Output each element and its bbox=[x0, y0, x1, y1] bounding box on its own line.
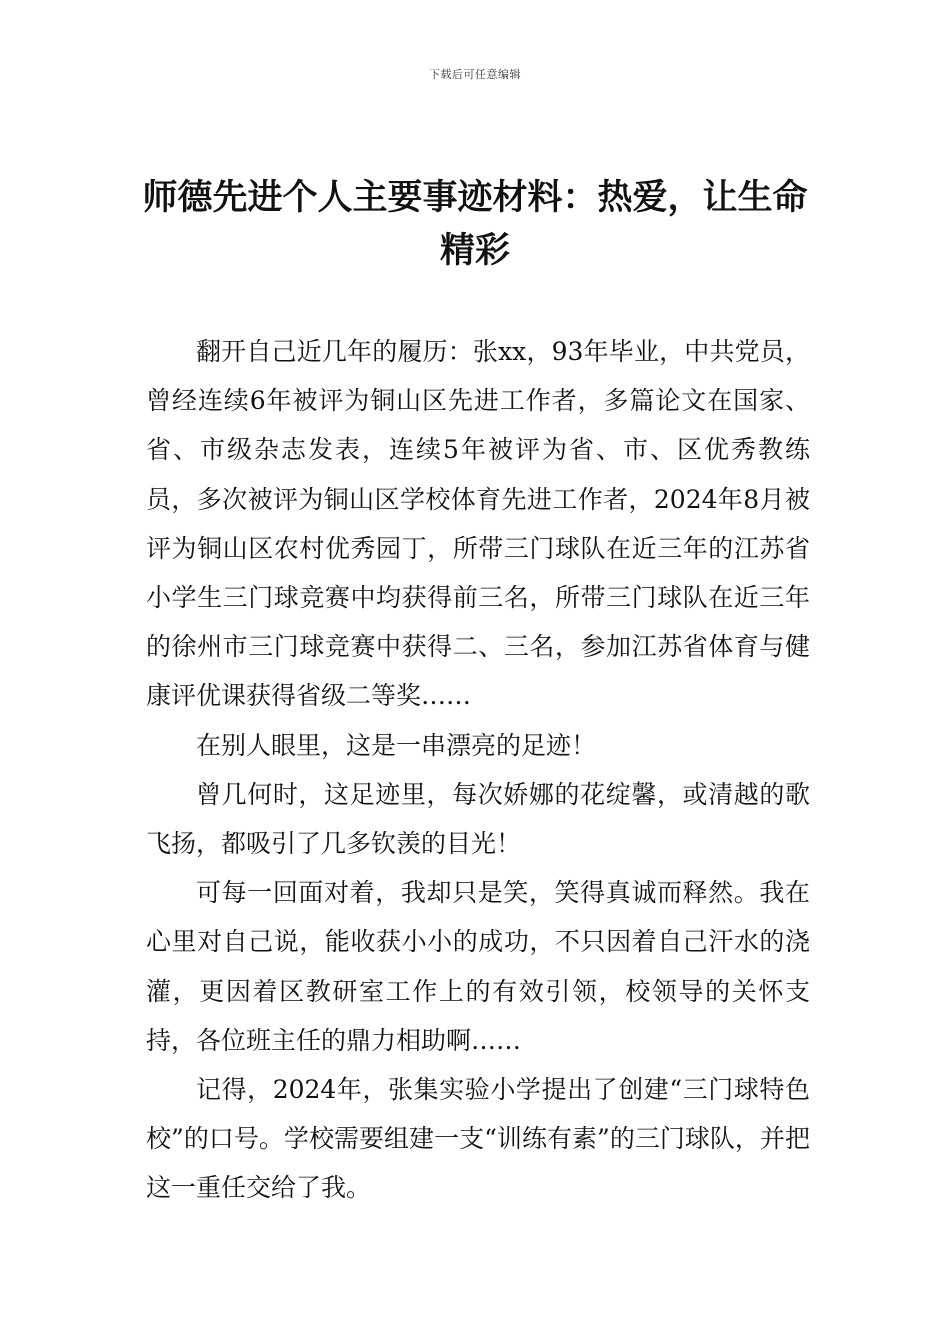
paragraph-resume: 翻开自己近几年的履历：张xx，93年毕业，中共党员，曾经连续6年被评为铜山区先进工作者，多篇论文在国家、省、市级杂志发表，连续5年被评为省、市、区优秀教练员，多次被评为铜山区学校体育先进工作者，2024年8月被评为铜山区农村优秀园丁，所带三门球队在近三年的江苏省小学生三门球竞赛中均获得前三名，所带三门球队在近三年的徐州市三门球竞赛中获得二、三名，参加江苏省体育与健康评优课获得省级二等奖…… bbox=[146, 337, 810, 711]
document-title: 师德先进个人主要事迹材料：热爱，让生命精彩 bbox=[142, 178, 808, 271]
paragraph-admiration: 曾几何时，这足迹里，每次娇娜的花绽馨，或清越的歌飞扬，都吸引了几多钦羡的目光！ bbox=[146, 779, 810, 859]
header-note: 下载后可任意编辑 bbox=[429, 68, 521, 81]
document-body bbox=[146, 327, 810, 1213]
paragraph-footprints: 在别人眼里，这是一串漂亮的足迹！ bbox=[196, 730, 597, 760]
paragraph-gratitude: 可每一回面对着，我却只是笑，笑得真诚而释然。我在心里对自己说，能收获小小的成功，不只因着自己汗水的浇灌，更因着区教研室工作上的有效引领，校领导的关怀支持，各位班主任的鼎力相助啊…… bbox=[146, 878, 810, 1055]
paragraph-team-task: 记得，2024年，张集实验小学提出了创建“三门球特色校”的口号。学校需要组建一支“训练有素”的三门球队，并把这一重任交给了我。 bbox=[146, 1075, 810, 1203]
